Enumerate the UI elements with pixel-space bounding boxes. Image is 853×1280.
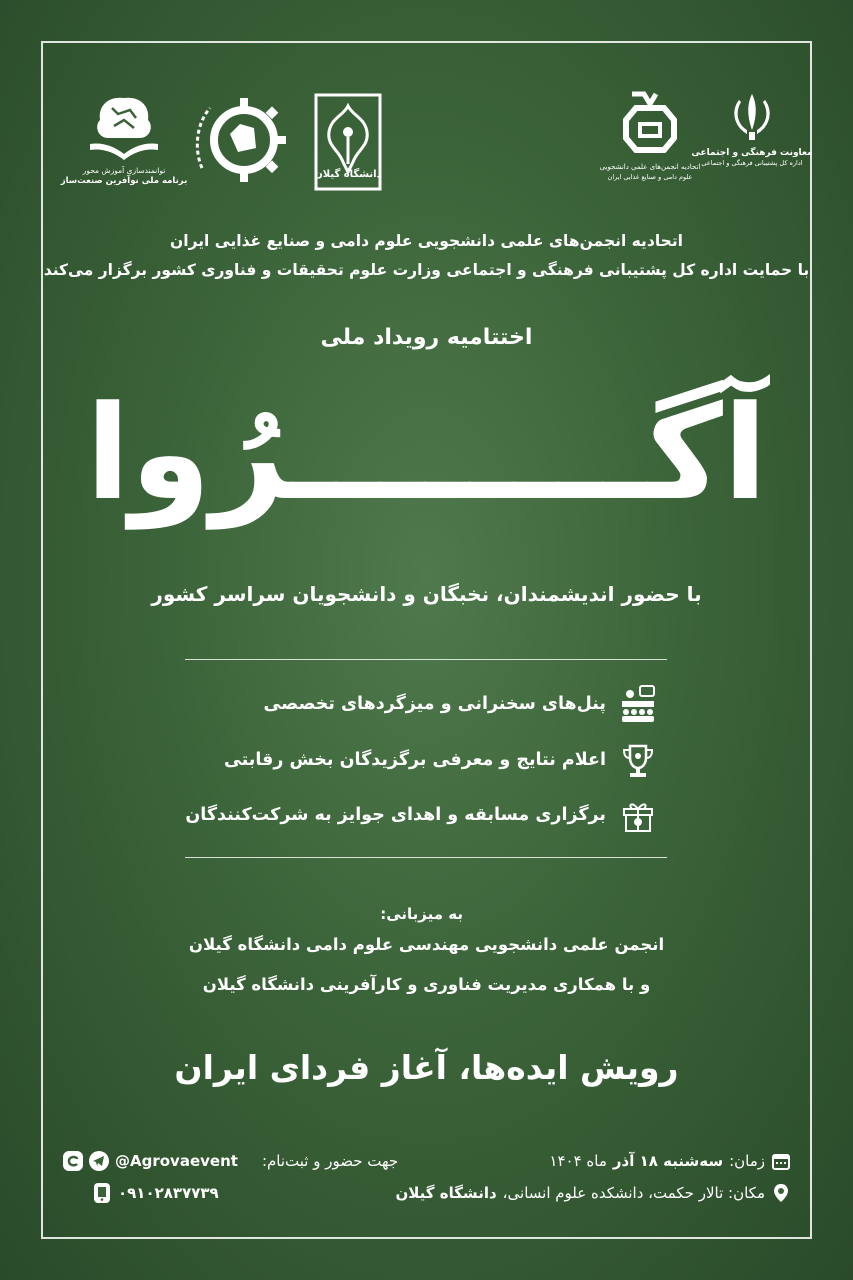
location-pin-icon — [771, 1183, 791, 1203]
iran-emblem-icon — [725, 90, 779, 142]
social-handle[interactable]: @Agrovaevent — [115, 1152, 238, 1170]
top-divider — [185, 659, 667, 660]
ministry-caption-1: معاونت فرهنگی و اجتماعی — [691, 148, 813, 158]
trophy-icon — [618, 740, 658, 780]
phone-icon — [92, 1183, 112, 1203]
calendar-icon — [771, 1151, 791, 1171]
phone-number[interactable]: ۰۹۱۰۲۸۳۷۷۳۹ — [118, 1184, 219, 1202]
gift-icon — [618, 795, 658, 835]
eitaa-icon[interactable] — [63, 1151, 83, 1171]
feature-text: پنل‌های سخنرانی و میزگردهای تخصصی — [263, 694, 606, 714]
social-contact — [63, 1151, 398, 1171]
union-emblem-icon — [622, 90, 678, 158]
phone-contact — [92, 1183, 219, 1203]
host-line-1: انجمن علمی دانشجویی مهندسی علوم دامی دانشگاه گیلان — [188, 935, 665, 954]
telegram-icon[interactable] — [89, 1151, 109, 1171]
panel-audience-icon — [618, 684, 658, 724]
host-line-2: و با همکاری مدیریت فناوری و کارآفرینی دانشگاه گیلان — [202, 975, 651, 994]
union-logo — [600, 90, 700, 182]
event-tagline: با حضور اندیشمندان، نخبگان و دانشجویان سراسر کشور — [151, 582, 702, 606]
organizer-line: اتحادیه انجمن‌های علمی دانشجویی علوم دامی و صنایع غذایی ایران — [170, 232, 683, 250]
place-value: دانشگاه گیلان — [395, 1184, 497, 1202]
place-label: مکان: تالار حکمت، دانشکده علوم انسانی، — [502, 1184, 765, 1202]
time-value: سه‌شنبه ۱۸ آذر — [612, 1152, 724, 1170]
register-label: جهت حضور و ثبت‌نام: — [261, 1152, 399, 1170]
gear-wreath-icon — [192, 94, 288, 186]
time-rest: ماه ۱۴۰۴ — [549, 1152, 607, 1170]
program-caption-2: برنامه ملی نوآفرین صنعت‌ساز — [60, 176, 188, 186]
feature-item-results — [224, 740, 658, 780]
feature-text: اعلام نتایج و معرفی برگزیدگان بخش رقابتی — [223, 750, 606, 770]
bottom-divider — [185, 857, 667, 858]
union-caption-1: اتحادیه انجمن‌های علمی دانشجویی — [599, 163, 701, 171]
time-label: زمان: — [729, 1152, 765, 1170]
event-place — [395, 1183, 791, 1203]
event-motto: رویش ایده‌ها، آغاز فردای ایران — [174, 1048, 679, 1087]
guilan-caption: دانشگاه گیلان — [314, 169, 382, 180]
agricultural-society-logo — [190, 94, 290, 186]
brain-book-icon — [86, 92, 162, 164]
program-logo — [62, 92, 186, 186]
event-brand-title: آگــــــــرُوا — [85, 377, 768, 529]
union-caption-2: علوم دامی و صنایع غذایی ایران — [607, 173, 693, 181]
host-title: به میزبانی: — [380, 905, 463, 923]
ministry-logo — [691, 90, 813, 168]
program-caption-1: توانمندسازی آموزش محور — [82, 166, 166, 175]
support-line: با حمایت اداره کل پشتیبانی فرهنگی و اجتماعی وزارت علوم تحقیقات و فناوری کشور برگزار می‌کند — [43, 261, 810, 279]
ministry-caption-2: اداره کل پشتیبانی فرهنگی و اجتماعی — [701, 159, 803, 167]
feature-item-gifts — [185, 795, 658, 835]
feature-item-panels — [264, 684, 658, 724]
guilan-university-logo — [310, 92, 386, 192]
feature-text: برگزاری مسابقه و اهدای جوایز به شرکت‌کنندگان — [185, 805, 606, 825]
event-eyebrow: اختتامیه رویداد ملی — [320, 325, 533, 350]
event-time — [549, 1151, 791, 1171]
